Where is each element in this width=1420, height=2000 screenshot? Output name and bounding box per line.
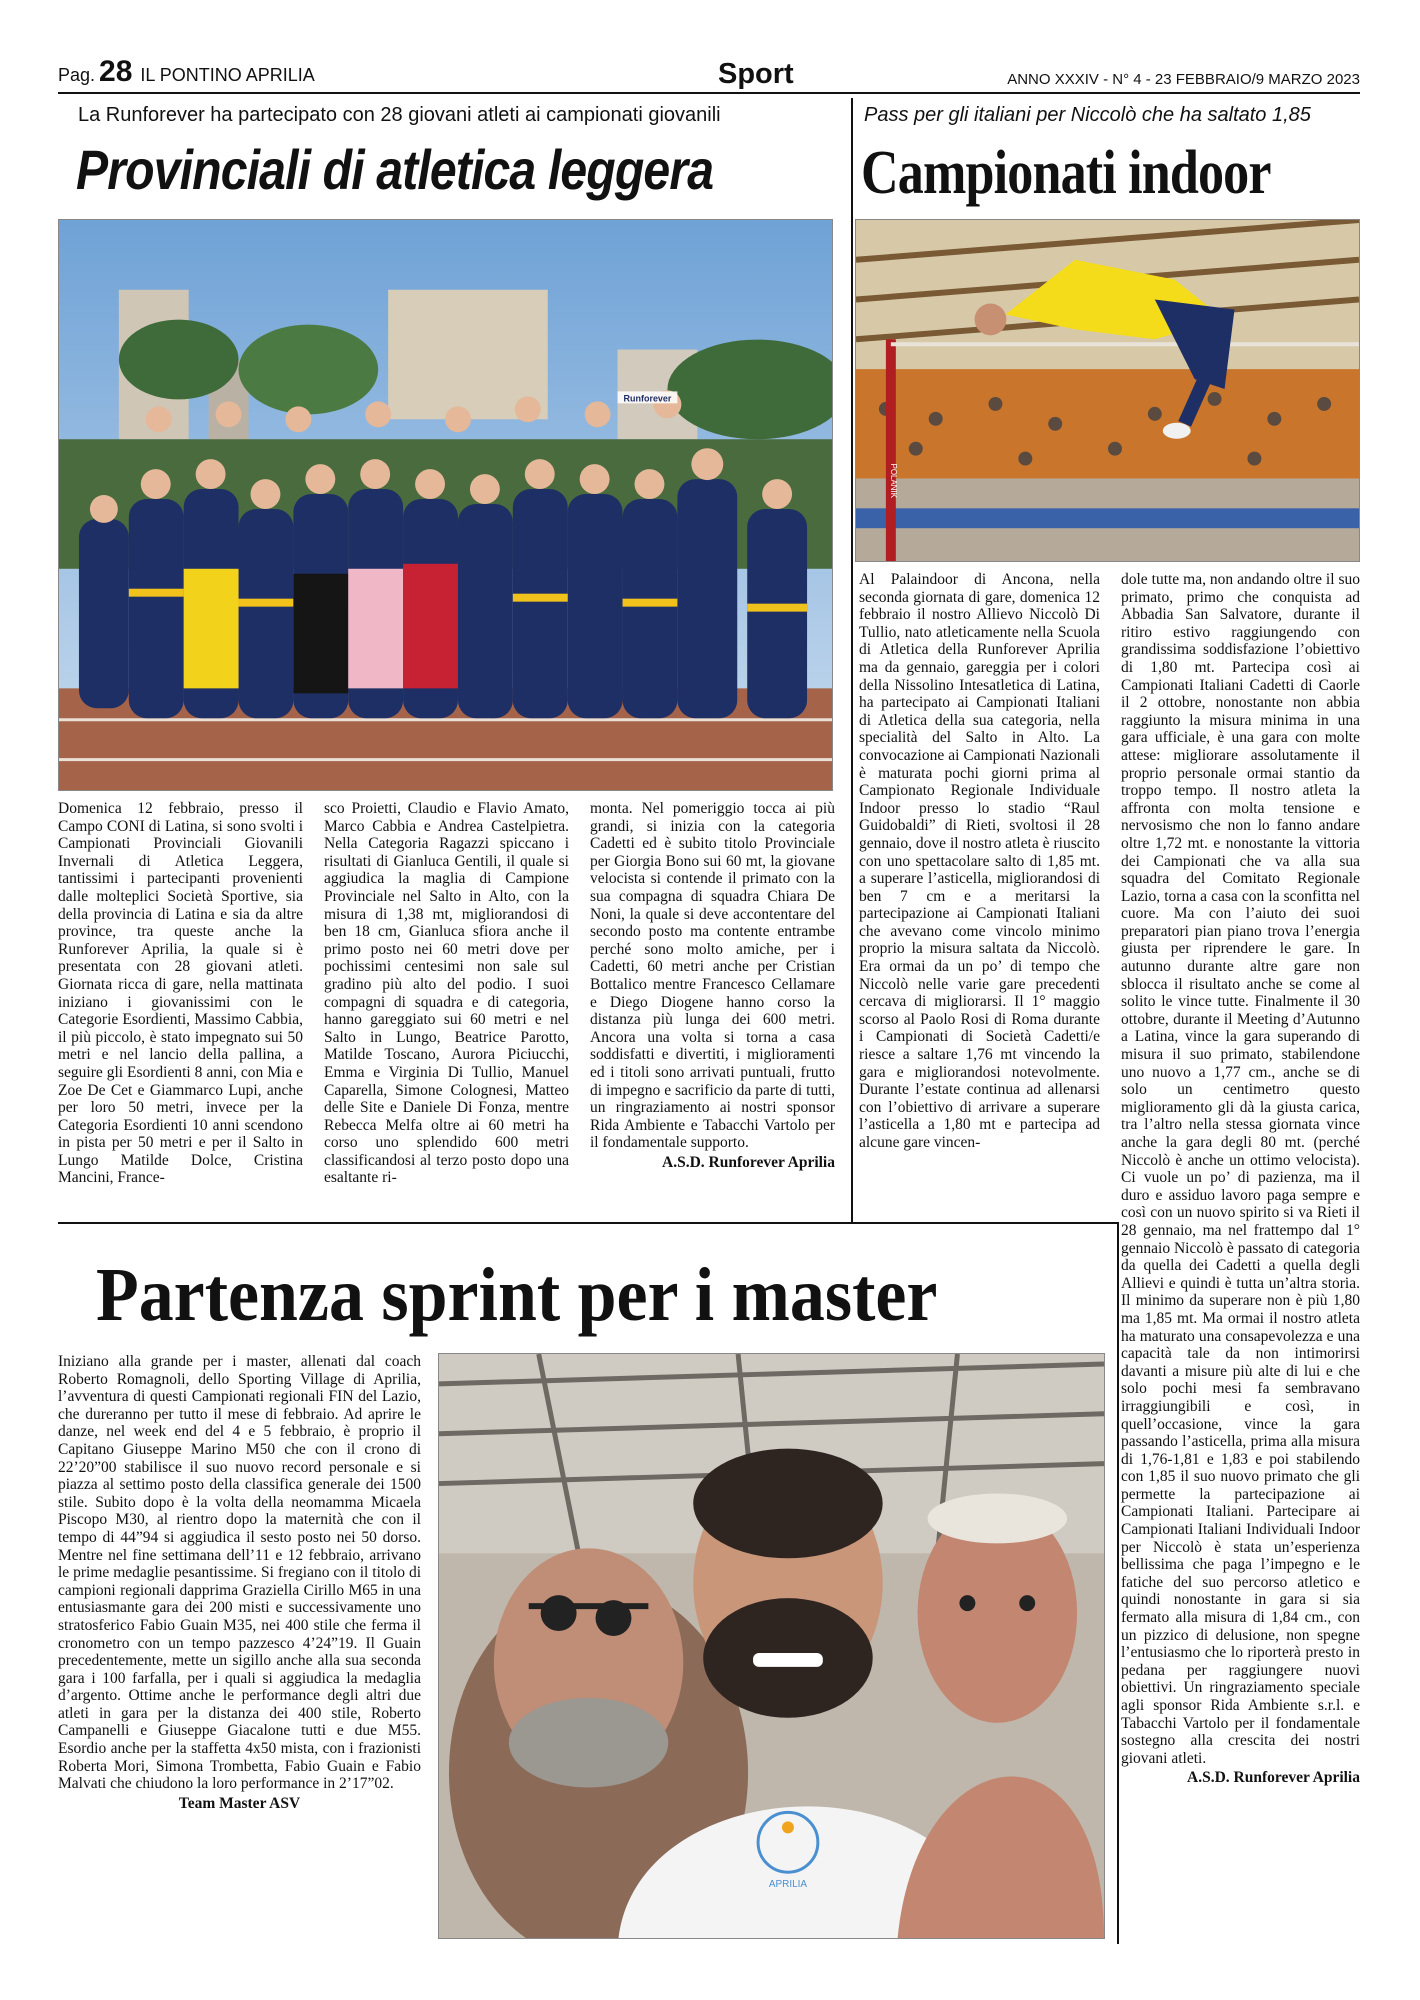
left-article-text-3: monta. Nel pomeriggio tocca ai più grandi, si inizia con la categoria Cadetti ed è subito titolo Provinciale per Giorgia Bono sui 60 mt, la giovane velocista si contende il primato con la sua compagna di squadra Chiara De Noni, la quale si deve accontentare del secondo posto ma contente entrambe perché sono molto amiche, per i Cadetti, 60 metri anche per Cristian Bottalico mentre Francesco Cellamare e Diego Diogene hanno corso la distanza più lunga dei 600 metri. Ancora una volta si torna a casa soddisfatti e divertiti, i miglioramenti ed i titoli sono arrivati puntuali, frutto di impegno e sacrificio da parte di tutti, un ringraziamento ai nostri sponsor Rida Ambiente e Tabacchi Vartolo per il fondamentale supporto.	[590, 800, 835, 1152]
page-label: Pag.	[58, 65, 96, 85]
right-article-text-1: Al Palaindoor di Ancona, nella seconda giornata di gare, domenica 12 febbraio il nostro Allievo Niccolò Di Tullio, nato atleticamente nella Scuola di Atletica della Runforever Aprilia ma da gennaio, gareggia per i colori della Nissolino Intesatletica di Latina, ha partecipato ai Campionati Italiani di Atletica della sua categoria, nella specialità del Salto in Alto. La convocazione ai Campionati Nazionali è maturata pochi giorni prima al Campionato Regionale Individuale Indoor presso lo stadio “Raul Guidobaldi” di Rieti, svoltosi il 28 gennaio, dove il nostro atleta è riuscito con uno spettacolare salto di 1,85 mt. a superare l’asticella, migliorandosi di ben 7 cm e a meritarsi la partecipazione ai Campionati Italiani che avevano come vincolo minimo proprio la misura saltata da Niccolò. Era ormai da un po’ di tempo che Niccolò nelle varie gare precedenti cercava di migliorarsi. Il 1° maggio scorso al Paolo Rosi di Roma durante i Campionati di Società Cadetti/e riesce a saltare 1,76 mt vincendo la gara e migliorandosi notevolmente. Durante l’estate continua ad allenarsi con l’obiettivo di arrivare a superare l’asticella a 1,80 mt e partecipa ad alcune gare vincen-	[859, 571, 1100, 1151]
issue-info: ANNO XXXIV - N° 4 - 23 FEBBRAIO/9 MARZO 2023	[1007, 71, 1360, 88]
left-article-text-2: sco Proietti, Claudio e Flavio Amato, Marco Cabbia e Andrea Castelpietra. Nella Categoria Ragazzi spiccano i risultati di Gianluca Gentili, il quale si aggiudica la maglia di Campione Provinciale nel Salto in Alto, con la misura di 1,38 mt, migliorandosi di ben 18 cm, Gianluca sfiora anche il primo posto nei 60 metri dove per pochissimi centesimi non sale sul gradino più alto del podio. I suoi compagni di squadra e di categoria, hanno gareggiato sui 60 metri e nel Salto in Lungo, Beatrice Parotto, Matilde Toscano, Aurora Piciucchi, Emma e Virginia Di Tullio, Manuel Caparella, Simone Colognesi, Matteo delle Site e Daniele Di Fonza, mentre Rebecca Melfa oltre ai 60 metri ha corso uno splendido 600 metri classificandosi al terzo posto dopo una esaltante ri-	[324, 800, 569, 1187]
high-jump-photo	[855, 219, 1360, 562]
left-article-col3	[590, 800, 835, 1171]
shirt-logo-text: APRILIA	[768, 1879, 808, 1891]
page-header	[58, 55, 1360, 94]
right-headline: Campionati indoor	[861, 139, 1271, 207]
left-article-col2	[324, 800, 569, 1187]
left-article-signature: A.S.D. Runforever Aprilia	[662, 1153, 835, 1171]
bottom-article-col	[58, 1353, 421, 1812]
group-photo	[58, 219, 833, 791]
right-article-col1	[859, 571, 1100, 1152]
bottom-article-text: Iniziano alla grande per i master, allenati dal coach Roberto Romagnoli, dello Sporting Village di Aprilia, l’avventura di questi Campionati regionali FIN del Lazio, che dureranno per tutto il mese di febbraio. Ad aprire le danze, nel week end del 4 e 5 febbraio, è proprio il Capitano Giuseppe Marino M50 che con il crono di 22’20”00 stabilisce il suo nuovo record personale e si piazza al settimo posto della classifica generale dei 1500 stile. Subito dopo è la volta della neomamma Micaela Piscopo M30, al rientro dopo la maternità che con il tempo di 44”94 si aggiudica il sesto posto nei 50 dorso. Mentre nel fine settimana dell’11 e 12 febbraio, arrivano le prime medaglie pesantissime. Si fregiano con il titolo di campioni regionali dapprima Graziella Cirillo M65 in una entusiasmante gara dei 200 misti e successivamente uno stratosferico Fabio Guain M35, nei 400 stile che ferma il cronometro con un tempo pazzesco 4’24”19. Il Guain precedentemente, mette un sigillo anche alla sua seconda gara i 100 farfalla, per i quali si aggiudica la medaglia d’argento. Ottime anche le performance degli altri due atleti in gara per la distanza dei 400 stile, Roberto Campanelli e Giuseppe Giacalone tutti e due M55. Esordio anche per la staffetta 4x50 mista, con i frazionisti Roberta Mori, Simona Trombetta, Fabio Guain e Fabio Malvati che chiudono la loro performance in 2’17”02.	[58, 1353, 421, 1793]
group-banner-text: Runforever	[623, 393, 672, 404]
right-article-signature: A.S.D. Runforever Aprilia	[1187, 1769, 1360, 1787]
bottom-article-signature: Team Master ASV	[178, 1794, 301, 1812]
track-sign-text: POLANIK	[888, 463, 898, 499]
right-article-text-2: dole tutte ma, non andando oltre il suo primato, primo che conquista ad Abbadia San Salvatore, durante il ritiro estivo raggiungendo con grandissima soddisfazione l’obiettivo di 1,80 mt. Partecipa così ai Campionati Italiani Cadetti di Caorle il 2 ottobre, nonostante non abbia raggiunto la misura minima in una gara ufficiale, è una gara con molte attese: migliorare assolutamente il proprio personale ormai stantio da troppo tempo. Il nostro atleta la affronta con molta tensione e nervosismo che non lo fanno andare oltre 1,72 mt. e nonostante la vittoria dei Campionati che va alla sua squadra del Comitato Regionale Lazio, torna a casa con la sconfitta nel cuore. Ma con l’aiuto dei suoi preparatori pian piano trova l’energia giusta per riprendere le gare. In autunno durante altre gare non sblocca il risultato anche se come al solito le vince tutte. Finalmente il 30 ottobre, durante il Meeting d’Autunno a Latina, vince la gara superando di misura il suo primato, stabilendone uno nuovo a 1,77 cm., anche se di solo un centimetro questo miglioramento gli dà la giusta carica, tra l’altro nella stessa giornata vince anche la gara degli 80 mt. (perché Niccolò è anche un ottimo velocista). Ci vuole un po’ di pazienza, ma il duro e assiduo lavoro paga sempre e così con un nuovo spirito si va Rieti il 28 gennaio, ma nel frattempo dal 1° gennaio Niccolò è passato di categoria da quella dei Cadetti a quella degli Allievi e quindi è tutta un’altra storia. Il minimo da superare non è più 1,80 ma 1,85 mt. Ma ormai il nostro atleta ha maturato una consapevolezza e una capacità tale da non intimorirsi davanti a misure più alte di lui e che solo pochi mesi fa sembravano irraggiungibili e così, in quell’occasione, vince la gara passando l’asticella, prima alla misura di 1,76-1,81 e 1,83 e poi stabilendo con 1,85 il suo nuovo primato che gli permette la partecipazione ai Campionati Italiani. Partecipare ai Campionati Italiani Individuali Indoor per Niccolò è stata un’esperienza bellissima che paga l’impegno e le fatiche del suo percorso atletico e quindi nonostante in gara si sia fermato alla misura di 1,84 cm., con un pizzico di delusione, non spegne l’entusiasmo che lo riporterà presto in pedana per raggiungere nuovi obiettivi. Un ringraziamento speciale agli sponsor Rida Ambiente s.r.l. e Tabacchi Vartolo per il fondamentale sostegno alla crescita dei nostri giovani atleti.	[1121, 571, 1360, 1767]
section-title: Sport	[718, 58, 794, 90]
left-headline: Provinciali di atletica leggera	[76, 138, 714, 201]
left-kicker: La Runforever ha partecipato con 28 giovani atleti ai campionati giovanili	[78, 104, 721, 126]
publication-name: IL PONTINO APRILIA	[140, 65, 315, 85]
right-article-col2	[1121, 571, 1360, 1787]
left-article-text-1: Domenica 12 febbraio, presso il Campo CONI di Latina, si sono svolti i Campionati Provinciali Giovanili Invernali di Atletica Leggera, tantissimi i partecipanti provenienti dalle molteplici Società Sportive, sia della provincia di Latina e sia da altre province, tra queste anche la Runforever Aprilia, la quale si è presentata con 28 giovani atleti. Giornata ricca di gare, nella mattinata iniziano i giovanissimi con le Categorie Esordienti, Massimo Cabbia, il più piccolo, è stato impegnato sui 50 metri e nel lancio della pallina, a seguire gli Esordienti 8 anni, con Mia e Zoe De Cet e Giammarco Lupi, anche per loro 50 metri, invece per la Categoria Esordienti 10 anni scendono in pista per 50 metri e per il Salto in Lungo Matilde Dolce, Cristina Mancini, France-	[58, 800, 303, 1187]
left-article-col1	[58, 800, 303, 1187]
column-divider-top	[851, 98, 853, 1222]
section-divider	[58, 1222, 1118, 1224]
page-number: 28	[99, 55, 133, 88]
bottom-headline: Partenza sprint per i master	[96, 1253, 938, 1337]
page-number-area	[58, 55, 315, 89]
master-swimmers-photo	[438, 1353, 1105, 1939]
column-divider-bottom	[1117, 1222, 1119, 1944]
right-kicker: Pass per gli italiani per Niccolò che ha saltato 1,85	[864, 104, 1311, 126]
